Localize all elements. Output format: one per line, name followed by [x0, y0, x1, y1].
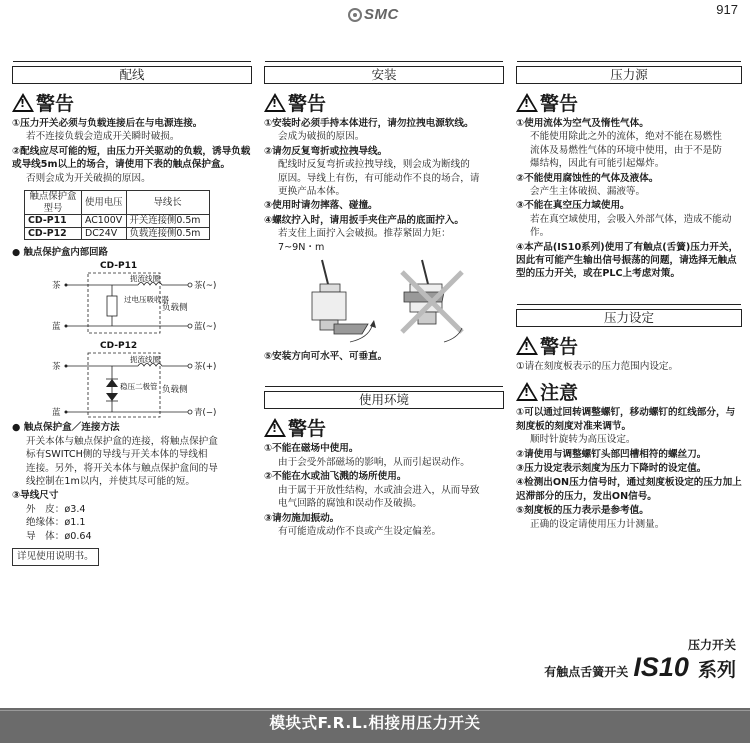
source-item-2-body: 会产生主体破损、漏液等。	[530, 186, 646, 198]
source-item-3-body: 作。	[530, 227, 550, 239]
source-item-2-head: ②不能使用腐蚀性的气体及液体。	[516, 172, 659, 184]
mounting-item-1-head: ①安装时必须手持本体进行，请勿拉拽电源软线。	[264, 118, 474, 129]
wire-size-row: 外 皮：ø3.4	[26, 503, 86, 515]
circuit1-label: 负载侧	[162, 303, 188, 314]
table-cell: 开关连接侧0.5m	[126, 215, 209, 228]
source-item-1-head: ①使用流体为空气及惰性气体。	[516, 118, 649, 129]
footer-banner: 模块式F.R.L.相接用压力开关	[0, 708, 750, 743]
connect-body-line: 标有SWITCH侧的导线与开关本体的导线相	[26, 449, 208, 461]
wiring-item-1-head: ①压力开关必须与负载连接后在与电源连接。	[12, 118, 203, 129]
wire-size-row: 绝缘体：ø1.1	[26, 517, 86, 529]
setting-item-1: ①请在刻度板表示的压力范围内设定。	[516, 360, 679, 372]
circuit2-label: 扼流线圈	[130, 355, 160, 365]
env-item-3-body: 有可能造成动作不良或产生设定偏差。	[278, 525, 442, 537]
wiring-item-2-head: ②配线应尽可能的短，由压力开关驱动的负载，诱导负载或导线5m以上的场合，请使用下表的触点保护盒。	[12, 145, 251, 171]
env-item-1-head: ①不能在磁场中使用。	[264, 443, 359, 455]
series-suffix: 系列	[697, 659, 736, 681]
pressure-source-warning: !警告	[516, 92, 742, 116]
circuit2-label: 负载侧	[162, 385, 188, 396]
connect-title: ● 触点保护盒／连接方法	[12, 422, 120, 434]
env-item-1-body: 由于会受外部磁场的影响，从而引起误动作。	[278, 456, 470, 468]
caution-item-1-head: ①可以通过回转调整螺钉，移动螺钉的红线部分，与刻度板的刻度对准来调节。	[516, 407, 736, 432]
caution-item-5-body: 正确的设定请使用压力计测量。	[530, 518, 665, 530]
connect-body-line: 线控制在1m以内，并使其尽可能的短。	[26, 476, 195, 488]
mounting-item-3-head: ③使用时请勿摔落、碰撞。	[264, 200, 378, 212]
mounting-item-4-body: 若支住上面拧入会破损。推荐紧固力矩：	[278, 228, 451, 240]
circuit-title: ● 触点保护盒内部回路	[12, 247, 108, 259]
table-header: 使用电压	[82, 191, 127, 215]
pressure-source-section-title: 压力源	[516, 66, 742, 84]
wire-size-title: ③导线尺寸	[12, 490, 59, 502]
mounting-item-2-body: 配线时反复弯折或拉拽导线，则会成为断线的	[278, 159, 470, 171]
connect-body-line: 开关本体与触点保护盒的连接，将触点保护盒	[26, 435, 218, 447]
table-header: 导线长	[126, 191, 209, 215]
table-cell: 负载连接侧0.5m	[126, 227, 209, 240]
smc-logo: SMC	[348, 6, 408, 22]
circuit1-label: 过电压吸收器	[124, 295, 169, 305]
mounting-section-title: 安装	[264, 66, 504, 84]
circuit2-label: 稳压二极管	[120, 382, 158, 392]
circuit1-label: 茶(~)	[194, 281, 217, 292]
circuit1-label: 蓝(~)	[194, 322, 217, 333]
circuit1-name: CD-P11	[100, 261, 138, 272]
env-item-2-head: ②不能在水或油飞溅的场所使用。	[264, 471, 407, 483]
source-item-3-body: 若在真空域使用，会吸入外部气体，造成不能动	[530, 213, 732, 225]
warning-icon	[12, 93, 34, 112]
table-header: 触点保护盒型号	[25, 191, 82, 215]
circuit1-label: 茶	[52, 281, 61, 292]
circuit1-label: 蓝	[52, 322, 61, 333]
env-item-3-head: ③请勿施加振动。	[264, 512, 340, 524]
warning-icon	[516, 93, 538, 112]
env-item-2-body: 由于属于开放性结构，水或油会进入，从而导致	[278, 484, 480, 496]
wiring-item-1-body: 若不连接负载会造成开关瞬时破损。	[26, 131, 180, 143]
source-item-1-body: 流体及易燃性气体的环境中使用，由于不是防	[530, 144, 722, 156]
circuit2-label: 茶	[52, 362, 61, 373]
series-line2: 有触点舌簧开关	[544, 665, 629, 679]
mounting-warning: !警告	[264, 92, 504, 116]
table-cell: DC24V	[82, 227, 127, 240]
protection-box-table	[24, 190, 210, 240]
circuit1-label: 扼流线圈	[130, 274, 160, 284]
source-item-1-body: 不能使用除此之外的流体，绝对不能在易燃性	[530, 131, 722, 143]
mounting-item-2-body: 更换产品本体。	[278, 186, 346, 198]
caution-item-5-head: ⑤刻度板的压力表示是参考值。	[516, 505, 649, 517]
see-manual-note: 详见使用说明书。	[12, 548, 99, 565]
warning-icon	[264, 418, 286, 437]
page-number: 917	[716, 2, 738, 17]
mounting-item-4-body: 7~9N・m	[278, 241, 325, 253]
wire-size-row: 导 体：ø0.64	[26, 530, 92, 542]
wiring-section-title: 配线	[12, 66, 252, 84]
mounting-item-4-head: ④螺纹拧入时，请用扳手夹住产品的底面拧入。	[264, 214, 464, 226]
table-cell: AC100V	[82, 215, 127, 228]
mounting-item-2-body: 原因。导线上有伤，有可能动作不良的场合，请	[278, 172, 480, 184]
series-line1: 压力开关	[687, 638, 736, 652]
mounting-item-2-head: ②请勿反复弯折或拉拽导线。	[264, 145, 388, 157]
pressure-source-column	[516, 66, 742, 531]
circuit2-label: 蓝	[52, 408, 61, 419]
mounting-item-5: ⑤安装方向可水平、可垂直。	[264, 351, 388, 363]
circuit2-label: 青(−)	[194, 408, 217, 419]
caution-heading: !注意	[516, 381, 742, 405]
caution-item-4-head: ④检测出ON压力信号时，通过刻度板设定的压力加上迟滞部分的压力，发出ON信号。	[516, 477, 742, 502]
environment-warning: !警告	[264, 417, 504, 441]
mounting-item-1-body: 会成为破损的原因。	[278, 131, 365, 143]
wiring-warning: !警告	[12, 92, 252, 116]
source-item-1-body: 爆结构，因此有可能引起爆炸。	[530, 158, 665, 170]
warning-icon	[264, 93, 286, 112]
pressure-setting-warning: !警告	[516, 335, 742, 359]
source-item-3-head: ③不能在真空压力域使用。	[516, 200, 630, 212]
environment-section-title: 使用环境	[264, 391, 504, 409]
env-item-2-body: 电气回路的腐蚀和误动作及破损。	[278, 498, 422, 510]
connect-body-line: 连接。另外，将开关本体与触点保护盒间的导	[26, 462, 218, 474]
wiring-item-2-body: 否则会成为开关破损的原因。	[26, 172, 151, 184]
table-cell: CD-P11	[25, 215, 82, 228]
table-row	[25, 215, 210, 228]
table-row	[25, 227, 210, 240]
smc-logo-icon	[348, 8, 362, 22]
table-cell: CD-P12	[25, 227, 82, 240]
series-label	[544, 638, 736, 683]
protection-circuits-diagram	[12, 259, 252, 419]
series-name: IS10	[633, 652, 689, 682]
wrench-mounting-illustration	[264, 254, 504, 349]
caution-icon	[516, 382, 538, 401]
pressure-setting-section-title: 压力设定	[516, 309, 742, 327]
circuit2-name: CD-P12	[100, 341, 138, 352]
source-item-4-head: ④本产品(IS10系列)使用了有触点(舌簧)压力开关，因此有可能产生输出信号振荡的问题，请选择无触点型的压力开关，或在PLC上考虑对策。	[516, 241, 739, 280]
circuit2-label: 茶(+)	[194, 362, 217, 373]
caution-item-3-head: ③压力设定表示刻度为压力下降时的设定值。	[516, 462, 707, 474]
mounting-column	[264, 66, 504, 538]
caution-item-2-head: ②请使用与调整螺钉头部凹槽相符的螺丝刀。	[516, 448, 707, 460]
caution-item-1-body: 顺时针旋转为高压设定。	[530, 434, 636, 446]
wiring-column	[12, 66, 252, 566]
series-line2-row	[544, 652, 736, 683]
warning-icon	[516, 336, 538, 355]
